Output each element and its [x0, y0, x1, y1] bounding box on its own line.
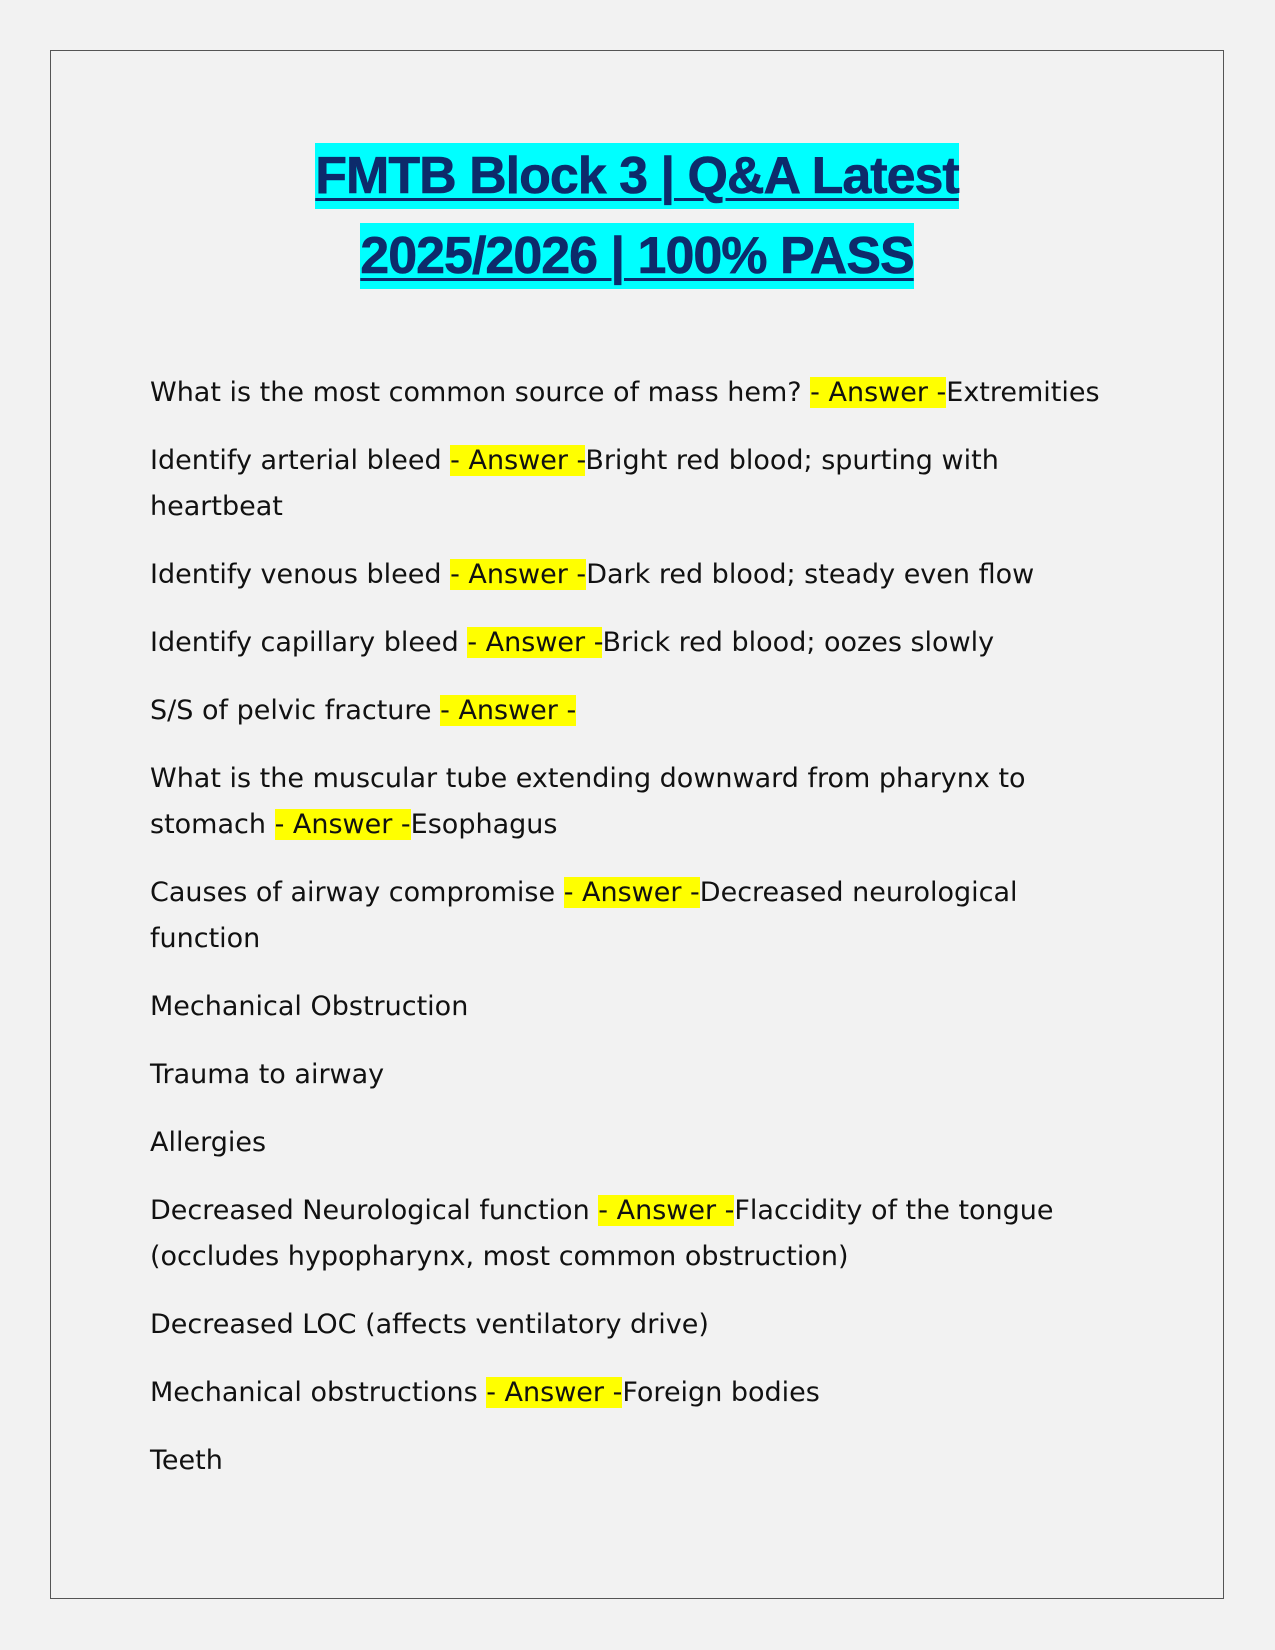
- answer-marker: - Answer -: [563, 877, 700, 908]
- qa-entry: [150, 370, 1110, 416]
- question-text: What is the muscular tube extending downward from pharynx to stomach: [150, 763, 1026, 840]
- answer-text: Flaccidity of the tongue (occludes hypopharynx, most common obstruction): [150, 1195, 1054, 1272]
- answer-marker: - Answer -: [467, 627, 603, 658]
- qa-entry: [150, 1370, 1110, 1416]
- question-text: S/S of pelvic fracture: [150, 695, 441, 726]
- document-title: [50, 143, 1224, 303]
- title-line-2: [50, 223, 1224, 303]
- qa-entry: [150, 1188, 1110, 1280]
- qa-entry: [150, 620, 1110, 666]
- question-text: Causes of airway compromise: [150, 877, 564, 908]
- answer-text: Decreased neurological function: [150, 877, 1018, 954]
- qa-entry: [150, 756, 1110, 848]
- answer-text: Dark red blood; steady even flow: [586, 559, 1035, 590]
- question-text: What is the most common source of mass hem?: [150, 377, 811, 408]
- answer-marker: - Answer -: [450, 559, 587, 590]
- qa-entry: [150, 552, 1110, 598]
- answer-marker: - Answer -: [810, 377, 947, 408]
- answer-marker: - Answer -: [486, 1377, 623, 1408]
- answer-marker: - Answer -: [274, 809, 411, 840]
- answer-marker: - Answer -: [440, 695, 577, 726]
- plain-line: Mechanical Obstruction: [150, 991, 469, 1022]
- question-text: Identify arterial bleed: [150, 445, 451, 476]
- qa-entry: [150, 688, 1110, 734]
- answer-text: Brick red blood; oozes slowly: [602, 627, 995, 658]
- answer-text: Extremities: [946, 377, 1100, 408]
- qa-entry: [150, 870, 1110, 962]
- qa-list: [150, 370, 1110, 1506]
- answer-text: Bright red blood; spurting with heartbeat: [150, 445, 999, 522]
- question-text: Identify capillary bleed: [150, 627, 468, 658]
- question-text: Decreased Neurological function: [150, 1195, 599, 1226]
- answer-marker: - Answer -: [598, 1195, 735, 1226]
- question-text: Mechanical obstructions: [150, 1377, 487, 1408]
- plain-line: Decreased LOC (affects ventilatory drive): [150, 1309, 709, 1340]
- qa-entry: [150, 438, 1110, 530]
- title-line-1: [50, 143, 1224, 223]
- answer-marker: - Answer -: [450, 445, 586, 476]
- question-text: Identify venous bleed: [150, 559, 451, 590]
- plain-line: Allergies: [150, 1127, 267, 1158]
- plain-line: Teeth: [150, 1445, 223, 1476]
- title-text-line-2: 2025/2026 | 100% PASS: [360, 223, 913, 289]
- title-text-line-1: FMTB Block 3 | Q&A Latest: [315, 143, 958, 209]
- plain-line: Trauma to airway: [150, 1059, 385, 1090]
- answer-text: Esophagus: [410, 809, 558, 840]
- answer-text: Foreign bodies: [622, 1377, 820, 1408]
